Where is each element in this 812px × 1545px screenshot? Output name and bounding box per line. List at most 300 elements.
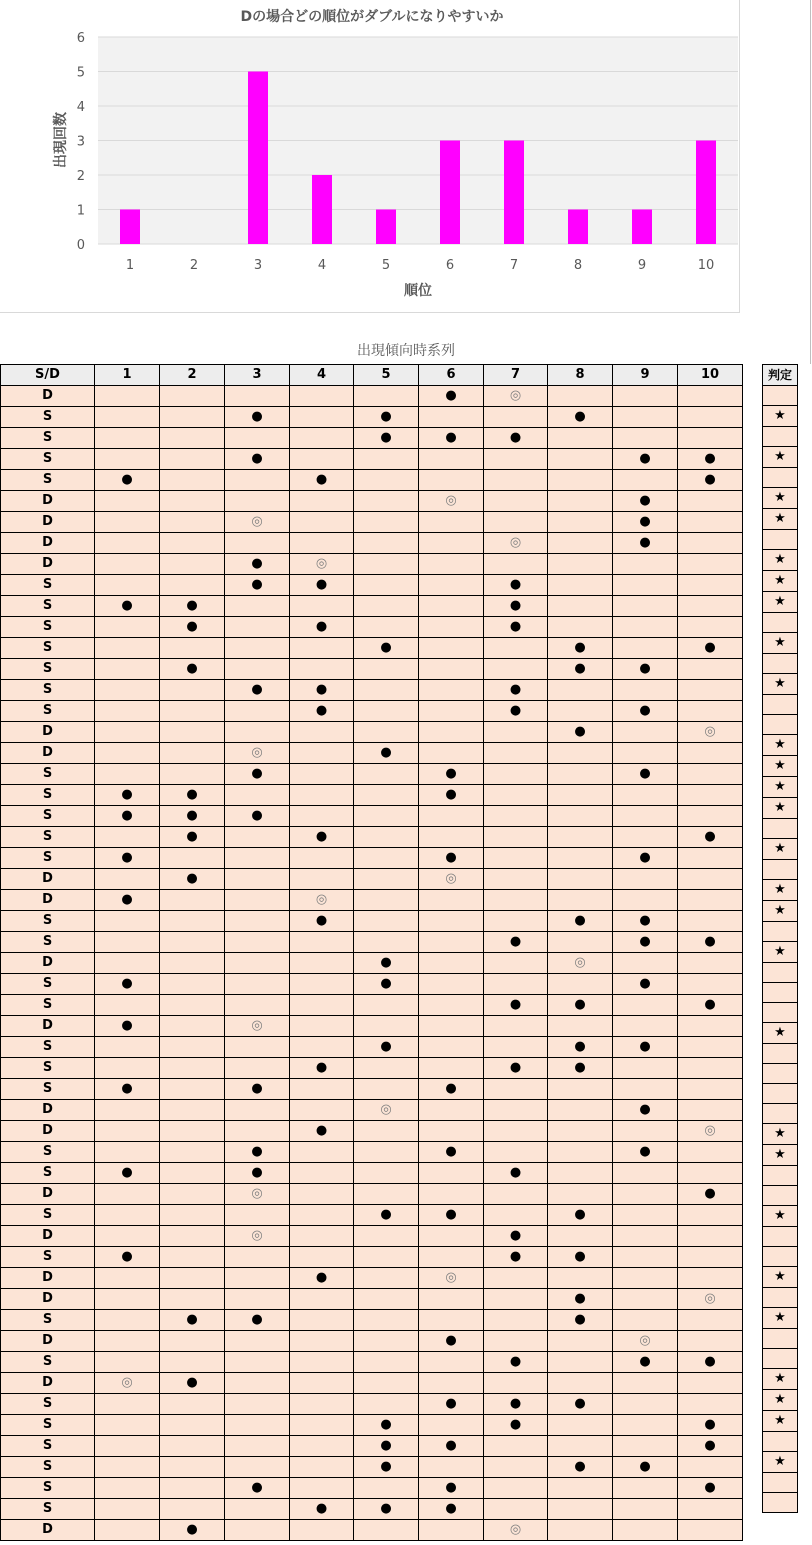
rank-cell xyxy=(290,638,354,659)
table-row xyxy=(1,1037,743,1058)
table-row xyxy=(1,974,743,995)
rank-cell: ● xyxy=(548,995,613,1016)
rank-cell xyxy=(548,701,613,722)
rank-cell xyxy=(484,449,548,470)
rank-cell xyxy=(613,995,678,1016)
rank-cell xyxy=(678,953,743,974)
y-tick-label: 0 xyxy=(76,238,85,253)
rank-cell xyxy=(160,890,225,911)
table-row xyxy=(1,1310,743,1331)
judge-row xyxy=(763,1432,798,1452)
judge-cell: ★ xyxy=(763,839,798,860)
rank-cell: ● xyxy=(160,806,225,827)
rank-cell xyxy=(225,848,290,869)
table-row xyxy=(1,1079,743,1100)
rank-cell xyxy=(225,701,290,722)
rank-cell: ● xyxy=(613,911,678,932)
table-row xyxy=(1,1121,743,1142)
judge-row xyxy=(763,1166,798,1186)
judge-row xyxy=(763,880,798,901)
rank-cell xyxy=(290,974,354,995)
chart-panel xyxy=(0,0,740,313)
rank-cell: ● xyxy=(678,1478,743,1499)
sd-cell: S xyxy=(1,1352,95,1373)
sd-cell: S xyxy=(1,680,95,701)
column-header: 5 xyxy=(354,365,419,386)
rank-cell xyxy=(419,995,484,1016)
judge-row xyxy=(763,1206,798,1227)
rank-cell: ● xyxy=(484,701,548,722)
rank-cell xyxy=(290,1394,354,1415)
rank-cell xyxy=(419,974,484,995)
rank-cell xyxy=(225,1268,290,1289)
rank-cell xyxy=(354,848,419,869)
table-row xyxy=(1,407,743,428)
rank-cell: ● xyxy=(225,554,290,575)
judge-row xyxy=(763,386,798,406)
rank-cell xyxy=(160,848,225,869)
rank-cell: ● xyxy=(678,1184,743,1205)
judge-row xyxy=(763,798,798,819)
judge-row xyxy=(763,592,798,613)
rank-cell xyxy=(160,470,225,491)
rank-cell: ● xyxy=(419,1205,484,1226)
rank-cell xyxy=(613,1373,678,1394)
rank-cell xyxy=(613,1520,678,1541)
rank-cell xyxy=(160,1142,225,1163)
sd-cell: S xyxy=(1,1142,95,1163)
sd-cell: S xyxy=(1,806,95,827)
rank-cell xyxy=(678,1058,743,1079)
rank-cell xyxy=(95,638,160,659)
rank-cell xyxy=(548,743,613,764)
rank-cell xyxy=(160,995,225,1016)
rank-cell xyxy=(484,869,548,890)
judge-cell: ★ xyxy=(763,756,798,777)
rank-cell: ● xyxy=(354,1457,419,1478)
rank-cell xyxy=(290,1226,354,1247)
rank-cell: ● xyxy=(160,869,225,890)
rank-cell xyxy=(160,428,225,449)
rank-cell xyxy=(548,386,613,407)
rank-cell xyxy=(160,1289,225,1310)
rank-cell: ● xyxy=(354,1205,419,1226)
rank-cell: ● xyxy=(419,386,484,407)
rank-cell xyxy=(419,1373,484,1394)
judge-row xyxy=(763,1124,798,1145)
rank-cell: ◎ xyxy=(678,1121,743,1142)
rank-cell xyxy=(419,701,484,722)
chart-title: Dの場合どの順位がダブルになりやすいか xyxy=(240,9,504,25)
rank-cell xyxy=(419,470,484,491)
rank-cell: ◎ xyxy=(678,722,743,743)
rank-cell xyxy=(484,1373,548,1394)
rank-cell xyxy=(678,869,743,890)
judge-cell xyxy=(763,1288,798,1308)
rank-cell: ● xyxy=(613,1352,678,1373)
rank-cell xyxy=(160,1184,225,1205)
rank-cell xyxy=(354,1121,419,1142)
table-row xyxy=(1,1457,743,1478)
rank-cell xyxy=(290,1289,354,1310)
rank-cell xyxy=(290,407,354,428)
sd-cell: S xyxy=(1,617,95,638)
table-row xyxy=(1,1373,743,1394)
rank-cell: ● xyxy=(484,575,548,596)
rank-cell: ● xyxy=(95,890,160,911)
rank-cell: ● xyxy=(290,827,354,848)
rank-cell: ● xyxy=(613,533,678,554)
y-tick-label: 2 xyxy=(76,169,85,184)
rank-cell xyxy=(678,596,743,617)
judge-cell xyxy=(763,654,798,674)
rank-cell xyxy=(484,848,548,869)
table-row xyxy=(1,743,743,764)
sd-cell: S xyxy=(1,1037,95,1058)
rank-cell xyxy=(484,974,548,995)
rank-cell: ◎ xyxy=(548,953,613,974)
judge-row xyxy=(763,406,798,427)
rank-cell xyxy=(225,827,290,848)
rank-cell xyxy=(678,1331,743,1352)
judge-cell xyxy=(763,922,798,942)
rank-cell xyxy=(484,407,548,428)
rank-cell xyxy=(95,491,160,512)
table-row xyxy=(1,659,743,680)
bar-chart xyxy=(0,0,740,313)
rank-cell xyxy=(354,1310,419,1331)
rank-cell: ● xyxy=(484,1394,548,1415)
table-row xyxy=(1,491,743,512)
rank-cell xyxy=(678,659,743,680)
rank-cell xyxy=(354,1331,419,1352)
table-row xyxy=(1,1205,743,1226)
judge-cell: ★ xyxy=(763,798,798,819)
sd-cell: S xyxy=(1,1310,95,1331)
table-header-row xyxy=(1,365,743,386)
rank-cell xyxy=(548,785,613,806)
rank-cell xyxy=(290,953,354,974)
rank-cell xyxy=(160,764,225,785)
rank-cell xyxy=(548,1121,613,1142)
rank-cell xyxy=(613,827,678,848)
rank-cell xyxy=(678,890,743,911)
x-axis-title: 順位 xyxy=(404,283,432,299)
rank-cell: ● xyxy=(225,407,290,428)
rank-cell: ● xyxy=(548,659,613,680)
rank-cell xyxy=(290,1163,354,1184)
judge-cell: ★ xyxy=(763,674,798,695)
rank-cell: ● xyxy=(484,1415,548,1436)
rank-cell: ● xyxy=(95,1079,160,1100)
rank-cell xyxy=(95,1331,160,1352)
rank-cell xyxy=(613,680,678,701)
rank-cell xyxy=(354,512,419,533)
rank-cell xyxy=(354,1079,419,1100)
rank-cell xyxy=(354,1268,419,1289)
rank-cell: ● xyxy=(225,1079,290,1100)
table-title: 出現傾向時系列 xyxy=(357,343,455,359)
rank-cell xyxy=(290,1331,354,1352)
rank-cell: ● xyxy=(354,638,419,659)
rank-cell xyxy=(484,554,548,575)
rank-cell xyxy=(419,449,484,470)
rank-cell xyxy=(419,953,484,974)
rank-cell: ◎ xyxy=(225,512,290,533)
rank-cell xyxy=(419,1247,484,1268)
judge-row xyxy=(763,1145,798,1166)
rank-cell xyxy=(548,449,613,470)
judge-cell xyxy=(763,715,798,735)
judge-row xyxy=(763,530,798,550)
rank-cell xyxy=(678,386,743,407)
rank-cell xyxy=(613,1289,678,1310)
rank-cell: ● xyxy=(160,1520,225,1541)
rank-cell xyxy=(613,1478,678,1499)
judge-row xyxy=(763,922,798,942)
rank-cell xyxy=(225,1436,290,1457)
table-row xyxy=(1,512,743,533)
rank-cell xyxy=(95,617,160,638)
rank-cell xyxy=(678,701,743,722)
judge-row xyxy=(763,633,798,654)
bar xyxy=(440,141,460,245)
rank-cell xyxy=(290,1100,354,1121)
rank-cell xyxy=(160,1016,225,1037)
rank-cell xyxy=(678,407,743,428)
rank-cell xyxy=(354,386,419,407)
judge-row xyxy=(763,715,798,735)
judge-cell: ★ xyxy=(763,1145,798,1166)
rank-cell: ● xyxy=(678,638,743,659)
rank-cell xyxy=(419,890,484,911)
rank-cell: ● xyxy=(95,806,160,827)
rank-cell xyxy=(95,449,160,470)
judge-cell xyxy=(763,819,798,839)
rank-cell xyxy=(354,1163,419,1184)
rank-cell xyxy=(95,764,160,785)
rank-cell xyxy=(225,428,290,449)
rank-cell xyxy=(613,1079,678,1100)
rank-cell xyxy=(95,827,160,848)
rank-cell: ● xyxy=(160,1310,225,1331)
table-row xyxy=(1,848,743,869)
rank-cell xyxy=(548,596,613,617)
table-row xyxy=(1,470,743,491)
judge-cell: ★ xyxy=(763,592,798,613)
rank-cell xyxy=(419,1016,484,1037)
rank-cell: ● xyxy=(160,596,225,617)
sd-cell: D xyxy=(1,1016,95,1037)
rank-cell xyxy=(484,1457,548,1478)
table-row xyxy=(1,995,743,1016)
judge-row xyxy=(763,447,798,468)
sd-cell: S xyxy=(1,701,95,722)
rank-cell xyxy=(548,764,613,785)
sd-cell: S xyxy=(1,995,95,1016)
rank-cell xyxy=(678,911,743,932)
rank-cell xyxy=(484,1142,548,1163)
rank-cell xyxy=(290,1016,354,1037)
table-row xyxy=(1,1100,743,1121)
rank-cell: ● xyxy=(354,953,419,974)
judge-cell: ★ xyxy=(763,488,798,509)
judge-cell: ★ xyxy=(763,1452,798,1473)
rank-cell: ● xyxy=(548,911,613,932)
rank-cell xyxy=(354,701,419,722)
judge-cell xyxy=(763,695,798,715)
judge-row xyxy=(763,860,798,880)
rank-cell: ● xyxy=(548,1037,613,1058)
rank-cell xyxy=(95,1205,160,1226)
rank-cell xyxy=(290,1457,354,1478)
divider-line xyxy=(810,0,811,364)
rank-cell: ● xyxy=(290,680,354,701)
judge-cell xyxy=(763,1064,798,1084)
judge-row xyxy=(763,1493,798,1513)
rank-cell xyxy=(354,1226,419,1247)
x-tick-label: 3 xyxy=(253,258,263,273)
judge-row xyxy=(763,1308,798,1329)
rank-cell: ◎ xyxy=(678,1289,743,1310)
rank-cell xyxy=(290,449,354,470)
rank-cell xyxy=(290,596,354,617)
rank-cell xyxy=(95,1268,160,1289)
table-row xyxy=(1,1436,743,1457)
judge-row xyxy=(763,427,798,447)
rank-cell xyxy=(95,1394,160,1415)
rank-cell: ● xyxy=(484,1352,548,1373)
rank-cell xyxy=(225,1457,290,1478)
judge-cell: ★ xyxy=(763,1124,798,1145)
rank-cell xyxy=(678,428,743,449)
rank-cell xyxy=(160,1436,225,1457)
rank-cell xyxy=(548,617,613,638)
sd-cell: D xyxy=(1,722,95,743)
rank-cell xyxy=(290,1205,354,1226)
rank-cell xyxy=(484,1184,548,1205)
rank-cell xyxy=(95,1142,160,1163)
rank-cell: ◎ xyxy=(225,743,290,764)
judge-cell: ★ xyxy=(763,1411,798,1432)
rank-cell xyxy=(419,743,484,764)
rank-cell xyxy=(160,1121,225,1142)
rank-cell: ● xyxy=(484,680,548,701)
judge-row xyxy=(763,1349,798,1369)
rank-cell xyxy=(225,617,290,638)
judge-row xyxy=(763,695,798,715)
judge-cell: ★ xyxy=(763,633,798,654)
rank-cell xyxy=(484,1100,548,1121)
rank-cell: ● xyxy=(484,1163,548,1184)
judge-row xyxy=(763,1390,798,1411)
rank-cell xyxy=(613,890,678,911)
sd-cell: S xyxy=(1,596,95,617)
rank-cell: ● xyxy=(419,428,484,449)
rank-cell xyxy=(678,848,743,869)
rank-cell xyxy=(225,386,290,407)
rank-cell xyxy=(354,722,419,743)
rank-cell xyxy=(548,1184,613,1205)
sd-cell: D xyxy=(1,386,95,407)
judge-cell: ★ xyxy=(763,406,798,427)
rank-cell: ● xyxy=(484,1226,548,1247)
judge-cell xyxy=(763,1227,798,1247)
judge-cell: ★ xyxy=(763,1369,798,1390)
table-row xyxy=(1,449,743,470)
column-header: 7 xyxy=(484,365,548,386)
rank-cell xyxy=(419,638,484,659)
judge-row xyxy=(763,1329,798,1349)
rank-cell xyxy=(613,953,678,974)
rank-cell xyxy=(354,554,419,575)
sd-cell: S xyxy=(1,932,95,953)
rank-cell: ● xyxy=(225,1310,290,1331)
rank-cell xyxy=(95,932,160,953)
judge-cell xyxy=(763,963,798,983)
rank-cell: ● xyxy=(419,1436,484,1457)
judge-cell: ★ xyxy=(763,571,798,592)
x-tick-label: 2 xyxy=(189,258,199,273)
rank-cell: ● xyxy=(290,1268,354,1289)
rank-cell xyxy=(613,785,678,806)
rank-cell xyxy=(484,1310,548,1331)
rank-cell xyxy=(613,1436,678,1457)
rank-cell: ◎ xyxy=(95,1373,160,1394)
sd-cell: D xyxy=(1,953,95,974)
rank-cell xyxy=(678,743,743,764)
y-tick-label: 4 xyxy=(76,100,85,115)
sd-cell: D xyxy=(1,869,95,890)
rank-cell xyxy=(290,491,354,512)
rank-cell: ◎ xyxy=(419,869,484,890)
rank-cell: ● xyxy=(484,617,548,638)
judge-row xyxy=(763,1044,798,1064)
judge-row xyxy=(763,963,798,983)
sd-cell: S xyxy=(1,1058,95,1079)
rank-cell xyxy=(354,596,419,617)
rank-cell xyxy=(419,407,484,428)
rank-cell: ● xyxy=(95,974,160,995)
x-tick-label: 10 xyxy=(697,258,715,273)
rank-cell xyxy=(354,911,419,932)
judge-cell: ★ xyxy=(763,1390,798,1411)
judge-row xyxy=(763,509,798,530)
rank-cell xyxy=(613,1016,678,1037)
judge-cell xyxy=(763,530,798,550)
rank-cell xyxy=(548,1226,613,1247)
rank-cell xyxy=(225,1037,290,1058)
rank-cell xyxy=(678,1373,743,1394)
rank-cell: ● xyxy=(613,491,678,512)
sd-cell: D xyxy=(1,1100,95,1121)
rank-cell xyxy=(419,1520,484,1541)
rank-cell xyxy=(160,1226,225,1247)
rank-cell xyxy=(678,680,743,701)
rank-cell: ● xyxy=(613,449,678,470)
rank-cell xyxy=(678,806,743,827)
rank-cell xyxy=(290,512,354,533)
rank-cell xyxy=(484,785,548,806)
rank-cell xyxy=(548,932,613,953)
rank-cell xyxy=(354,1016,419,1037)
rank-cell: ● xyxy=(484,1247,548,1268)
rank-cell xyxy=(678,512,743,533)
table-row xyxy=(1,764,743,785)
rank-cell xyxy=(95,407,160,428)
table-row xyxy=(1,722,743,743)
judge-row xyxy=(763,756,798,777)
